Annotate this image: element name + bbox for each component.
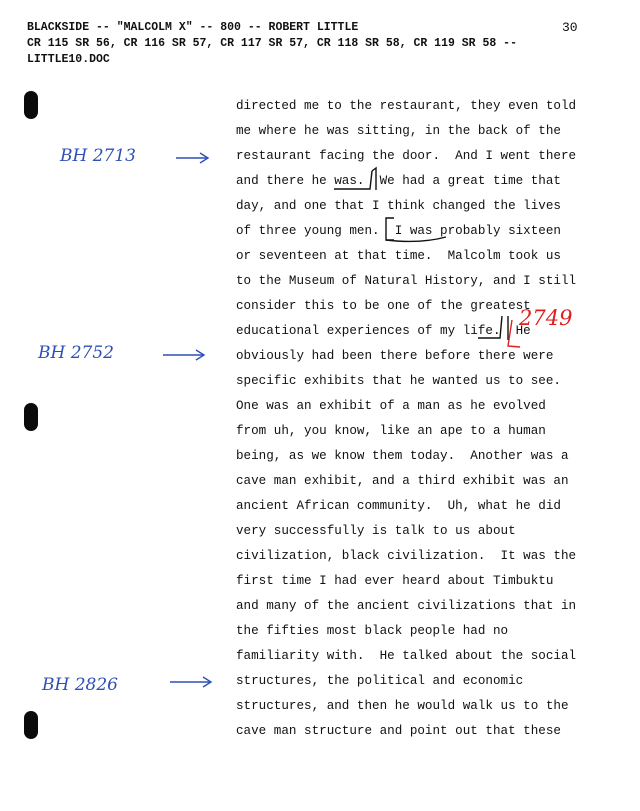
transcript-line: cave man structure and point out that these [236,724,561,738]
transcript-line: very successfully is talk to us about [236,524,516,538]
header-title-line: BLACKSIDE -- "MALCOLM X" -- 800 -- ROBERT LITTLE [27,21,359,34]
transcript-line: consider this to be one of the greatest [236,299,531,313]
transcript-line: obviously had been there before there were [236,349,554,363]
handwritten-timecode: BH 2713 [60,146,136,166]
transcript-line: specific exhibits that he wanted us to see. [236,374,561,388]
transcript-line: day, and one that I think changed the lives [236,199,561,213]
transcript-line: of three young men. I was probably sixteen [236,224,561,238]
transcript-line: civilization, black civilization. It was the [236,549,577,563]
transcript-line: educational experiences of my life. He [236,324,531,338]
bracket-mark [478,316,508,340]
transcript-line: directed me to the restaurant, they even told [236,99,577,113]
arrow-icon [170,677,211,687]
transcript-line: ancient African community. Uh, what he did [236,499,561,513]
arrow-icon [176,153,208,163]
transcript-line: familiarity with. He talked about the social [236,649,577,663]
header-filename-line: LITTLE10.DOC [27,53,110,66]
arrow-icon [163,350,204,360]
transcript-line: the fifties most black people had no [236,624,509,638]
transcript-line: and there he was. We had a great time that [236,174,561,188]
transcript-line: One was an exhibit of a man as he evolved [236,399,546,413]
transcript-line: being, as we know them today. Another was a [236,449,569,463]
handwritten-timecode: BH 2826 [42,675,118,695]
transcript-line: cave man exhibit, and a third exhibit was an [236,474,569,488]
transcript-line: from uh, you know, like an ape to a human [236,424,546,438]
transcript-line: or seventeen at that time. Malcolm took us [236,249,561,263]
transcript-line: me where he was sitting, in the back of the [236,124,561,138]
transcript-line: restaurant facing the door. And I went there [236,149,577,163]
handwritten-red-timecode: 2749 [519,306,573,330]
bracket-mark [386,218,446,241]
transcript-line: and many of the ancient civilizations that in [236,599,577,613]
transcript-line: to the Museum of Natural History, and I still [236,274,577,288]
transcript-line: first time I had ever heard about Timbuktu [236,574,554,588]
page-number: 30 [562,20,578,35]
bracket-mark [508,320,520,347]
transcript-line: structures, and then he would walk us to the [236,699,569,713]
bracket-mark [334,168,376,190]
transcript-line: structures, the political and economic [236,674,524,688]
handwritten-timecode: BH 2752 [38,343,114,363]
header-roll-line: CR 115 SR 56, CR 116 SR 57, CR 117 SR 57, CR 118 SR 58, CR 119 SR 58 -- [27,37,517,50]
